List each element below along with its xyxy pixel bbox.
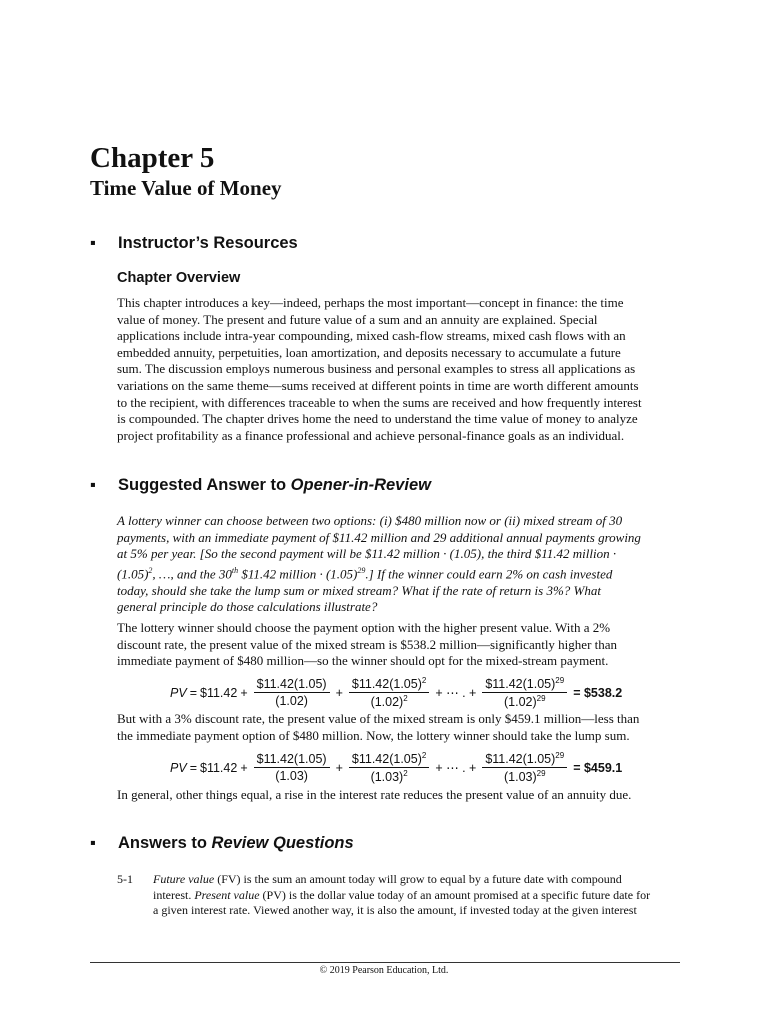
copyright-footer: © 2019 Pearson Education, Ltd. bbox=[319, 965, 449, 976]
equation-result: = $459.1 bbox=[573, 760, 623, 775]
bullet-icon: ▪ bbox=[90, 476, 96, 494]
answer-paragraph-2: But with a 3% discount rate, the present value of the mixed stream is only $459.1 million—less than the immediate payment option of $480 million. Now, the lottery winner should take the lump sum. bbox=[117, 711, 640, 743]
overview-paragraph: This chapter introduces a key—indeed, perhaps the most important—concept in finance: the time value of money. The present and future value of a sum and an annuity are explained. Special applications include intra-year compounding, mixed cash-flow streams, mixed cash flows with an embedded annuity, perpetuities, loan amortization, and deposits necessary to accumulate a future sum. The discussion employs numerous business and personal examples to stress all applications as variations on the same theme—sums received at different points in time are worth different amounts to the recipient, with differences traceable to when the sums are received and how frequently interest is compounded. The chapter drives home the need to understand the time value of money to analyze project profitability as a finance professional and achieve personal-finance goals as an individual. bbox=[117, 295, 642, 443]
question-number: 5-1 bbox=[117, 872, 133, 886]
section-heading-instructors-resources bbox=[90, 234, 298, 253]
question-answer-5-1: Future value (FV) is the sum an amount today will grow to equal by a future date with compound interest. Present value (PV) is the dollar value today of an amount promised at a specific future date for a given interest rate. Viewed another way, it is also the amount, if invested today at the given interest bbox=[153, 872, 651, 918]
answer-paragraph-3: In general, other things equal, a rise in the interest rate reduces the present value of an annuity due. bbox=[117, 787, 632, 802]
section-heading-review-questions: ▪ Answers to Review Questions bbox=[90, 834, 354, 852]
section-heading-text: Instructor’s Resources bbox=[118, 234, 298, 252]
bullet-icon: ▪ bbox=[90, 834, 96, 852]
bullet-icon: ▪ bbox=[90, 234, 96, 252]
footer-rule bbox=[90, 962, 680, 963]
chapter-title: Time Value of Money bbox=[90, 176, 282, 200]
subheading-chapter-overview: Chapter Overview bbox=[117, 270, 241, 286]
opener-question: A lottery winner can choose between two options: (i) $480 million now or (ii) mixed stream of 30 payments, with an immediate payment of $11.42 million and 29 additional annual payments growing at 5% per year. [So the second payment will be $11.42 million ∙ (1.05), the third $11.42 million ∙ $(1.05)^2$, …, and the 30th $11.42 million ∙ $(1.05)^{29}$.] If the winner could earn 2% on cash invested today, should she take the lump sum or mixed stream? What if the rate of return is 3%? What general principle do those calculations illustrate? bbox=[117, 513, 641, 615]
chapter-number: Chapter 5 bbox=[90, 142, 215, 174]
equation-result: = $538.2 bbox=[573, 685, 623, 700]
equation-pv-3-percent: PV = $11.42 + $\frac{\$11.42(1.05)}{(1.03)}$ + $\frac{\$11.42(1.05)^2}{(1.03)^2}$ + ⋯ . + $\frac{\$11.42(1.05)^{29}}{(1.03)^{29}}$ = $459.1 bbox=[170, 751, 623, 784]
equation-pv-2-percent: PV = $11.42 + $\frac{\$11.42(1.05)}{(1.02)}$ + $\frac{\$11.42(1.05)^2}{(1.02)^2}$ + ⋯ . + $\frac{\$11.42(1.05)^{29}}{(1.02)^{29}}$ = $538.2 bbox=[170, 676, 623, 709]
answer-paragraph-1: The lottery winner should choose the payment option with the higher present value. With a 2% discount rate, the present value of the mixed stream is $538.2 million—significantly higher than immediate payment of $480 million—so the winner should opt for the mixed-stream payment. bbox=[117, 620, 618, 669]
section-heading-opener: ▪ Suggested Answer to Opener-in-Review bbox=[90, 476, 431, 494]
